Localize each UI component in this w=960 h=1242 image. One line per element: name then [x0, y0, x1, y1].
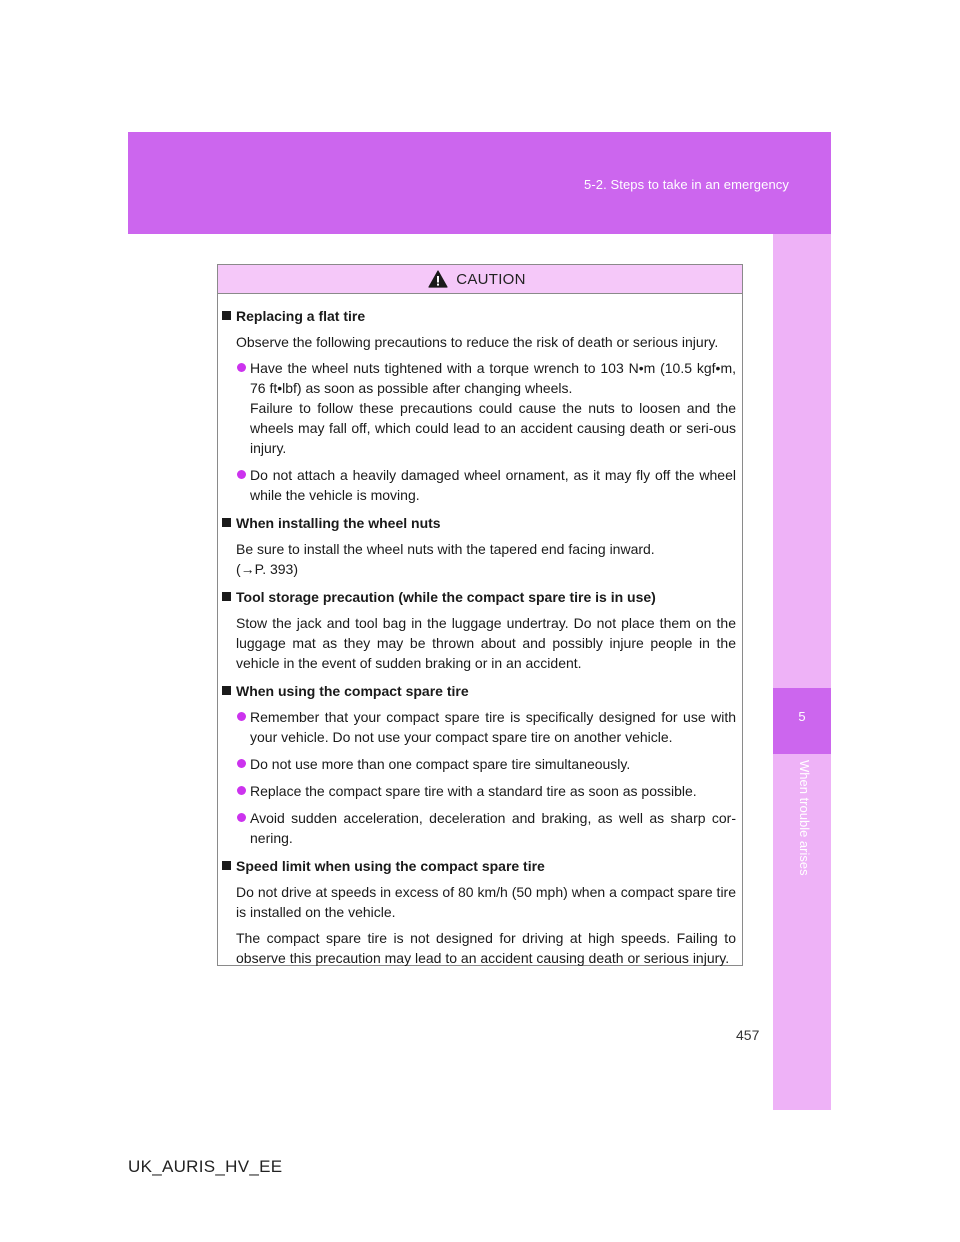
bullet-item: Replace the compact spare tire with a standard tire as soon as possible.	[220, 781, 736, 801]
section-using-compact-spare	[220, 681, 736, 848]
paragraph: Stow the jack and tool bag in the luggage undertray. Do not place them on the luggage mat as they may be thrown about and possibly injure people in the vehicle in the event of sudden braking or in an accident.	[236, 615, 736, 671]
side-tab	[773, 234, 831, 1110]
chapter-label: When trouble arises	[797, 760, 812, 876]
section-title: Replacing a flat tire	[220, 306, 736, 326]
caution-header	[218, 265, 742, 294]
bullet-item	[220, 358, 736, 458]
section-replacing-flat-tire	[220, 306, 736, 505]
paragraph: Observe the following precautions to reduce the risk of death or serious injury.	[236, 334, 719, 350]
section-installing-wheel-nuts	[220, 513, 736, 579]
section-title: Tool storage precaution (while the compact spare tire is in use)	[220, 587, 736, 607]
paragraph: Be sure to install the wheel nuts with the tapered end facing inward.	[236, 541, 655, 557]
section-breadcrumb: 5-2. Steps to take in an emergency	[583, 177, 789, 192]
section-title: Speed limit when using the compact spare tire	[220, 856, 736, 876]
bullet-item: Do not attach a heavily damaged wheel ornament, as it may fly off the wheel while the vehicle is moving.	[220, 465, 736, 505]
bullet-text: Have the wheel nuts tightened with a torque wrench to 103 N•m (10.5 kgf•m, 76 ft•lbf) as soon as possible after changing wheels.	[250, 360, 736, 396]
warning-triangle-icon	[428, 270, 448, 288]
page-reference: (→P. 393)	[236, 561, 298, 577]
bullet-item: Avoid sudden acceleration, deceleration and braking, as well as sharp cor-nering.	[220, 808, 736, 848]
paragraph: Do not drive at speeds in excess of 80 km/h (50 mph) when a compact spare tire is installed on the vehicle.	[236, 884, 736, 920]
section-title: When installing the wheel nuts	[220, 513, 736, 533]
paragraph-group	[220, 539, 736, 579]
bullet-item: Do not use more than one compact spare tire simultaneously.	[220, 754, 736, 774]
section-speed-limit	[220, 856, 736, 968]
footer-code: UK_AURIS_HV_EE	[128, 1157, 283, 1176]
bullet-text: Failure to follow these precautions could cause the nuts to loosen and the wheels may fall off, which could lead to an accident causing death or seri-ous injury.	[250, 400, 736, 456]
page-number: 457	[736, 1027, 760, 1043]
caution-title: CAUTION	[456, 270, 526, 288]
section-title: When using the compact spare tire	[220, 681, 736, 701]
bullet-item: Remember that your compact spare tire is specifically designed for use with your vehicle. Do not use your compact spare tire on another vehicle.	[220, 707, 736, 747]
caution-body	[218, 294, 742, 968]
chapter-number-box	[773, 688, 831, 754]
chapter-number: 5	[798, 709, 806, 724]
paragraph: The compact spare tire is not designed for driving at high speeds. Failing to observe this precaution may lead to an accident causing death or serious injury.	[236, 930, 736, 966]
header-band	[128, 132, 831, 234]
section-tool-storage	[220, 587, 736, 673]
caution-box	[217, 264, 743, 966]
